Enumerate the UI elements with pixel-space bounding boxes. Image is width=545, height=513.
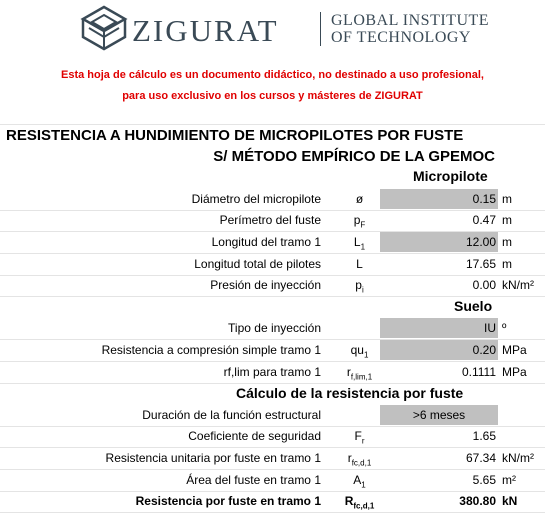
row-symbol (341, 343, 378, 359)
grid-line (0, 124, 545, 125)
section-calculo: Cálculo de la resistencia por fuste (236, 385, 464, 401)
symbol-subscript: fc,d,1 (353, 501, 375, 511)
unit-label: kN/m² (502, 451, 534, 465)
table-row (0, 254, 545, 275)
row-label: Longitud del tramo 1 (211, 235, 321, 249)
table-row (0, 405, 545, 426)
table-row (0, 275, 545, 296)
disclaimer-line-2: para uso exclusivo en los cursos y másteres de ZIGURAT (122, 90, 423, 102)
unit-label: MPa (502, 365, 527, 379)
row-symbol (341, 429, 378, 445)
symbol-subscript: f,lim,1 (350, 372, 373, 382)
row-symbol (341, 365, 378, 381)
tagline-line-2: OF TECHNOLOGY (331, 29, 471, 46)
symbol-subscript: 1 (360, 242, 366, 252)
row-symbol (341, 278, 378, 294)
table-row (0, 340, 545, 361)
symbol-subscript: r (361, 436, 365, 446)
value-cell: 380.80 (459, 494, 496, 508)
symbol-main: R (344, 494, 354, 508)
unit-label: m (502, 192, 512, 206)
table-row (0, 232, 545, 253)
symbol-subscript: fc,d,1 (351, 458, 372, 468)
input-cell[interactable]: >6 meses (380, 405, 498, 425)
unit-label: m² (502, 473, 516, 487)
row-label: Presión de inyección (210, 278, 321, 292)
symbol-main: p (355, 278, 362, 292)
brand-tagline (331, 12, 489, 46)
row-label: Tipo de inyección (228, 321, 321, 335)
input-cell[interactable]: IU (380, 318, 498, 338)
input-cell[interactable]: 0.15 (380, 189, 498, 209)
row-label: rf,lim para tramo 1 (223, 365, 321, 379)
symbol-main: L (353, 235, 361, 249)
row-symbol (341, 192, 378, 208)
zigurat-logo (80, 4, 540, 52)
table-row (0, 189, 545, 210)
unit-label: º (502, 321, 507, 335)
row-label: Resistencia a compresión simple tramo 1 (101, 343, 321, 357)
table-row (0, 470, 545, 491)
row-symbol (341, 451, 378, 467)
brand-name: ZIGURAT (132, 13, 279, 48)
table-row (0, 448, 545, 469)
table-row (0, 491, 545, 512)
row-label: Perímetro del fuste (219, 213, 321, 227)
unit-label: kN/m² (502, 278, 534, 292)
symbol-main: ø (355, 192, 364, 206)
row-label: Diámetro del micropilote (191, 192, 321, 206)
row-symbol (341, 213, 378, 229)
symbol-main: A (353, 473, 362, 487)
symbol-subscript: i (361, 285, 364, 295)
input-cell[interactable]: 0.20 (380, 340, 498, 360)
table-row (0, 210, 545, 231)
zigurat-pyramid-icon (80, 4, 128, 52)
symbol-main: L (356, 257, 363, 271)
value-cell: 5.65 (472, 473, 496, 487)
row-symbol (341, 494, 378, 510)
row-symbol (341, 473, 378, 489)
row-label: Resistencia por fuste en tramo 1 (135, 494, 321, 508)
table-row (0, 426, 545, 447)
symbol-main: p (353, 213, 361, 227)
table-row (0, 318, 545, 339)
unit-label: m (502, 235, 512, 249)
unit-label: m (502, 213, 512, 227)
value-cell: 0.1111 (461, 365, 496, 379)
value-cell: 0.00 (472, 278, 496, 292)
row-symbol (341, 257, 378, 273)
symbol-main: F (354, 429, 362, 443)
disclaimer-line-1: Esta hoja de cálculo es un documento didáctico, no destinado a uso profesional, (61, 69, 484, 81)
tagline-line-1: GLOBAL INSTITUTE (331, 12, 490, 29)
grid-line (0, 296, 545, 297)
section-micropilote: Micropilote (413, 168, 488, 184)
value-cell: 1.65 (472, 429, 496, 443)
section-suelo: Suelo (454, 298, 493, 314)
input-cell[interactable]: 12.00 (380, 232, 498, 252)
symbol-subscript: F (360, 220, 366, 230)
row-label: Coeficiente de seguridad (188, 429, 321, 443)
unit-label: MPa (502, 343, 527, 357)
sheet-title-line-2: S/ MÉTODO EMPÍRICO DE LA GPEMOC (213, 148, 495, 165)
symbol-main: qu (350, 343, 364, 357)
symbol-main: r (347, 451, 352, 465)
symbol-subscript: 1 (361, 480, 366, 490)
value-cell: 0.47 (472, 213, 496, 227)
symbol-main: r (346, 365, 351, 379)
symbol-subscript: 1 (363, 350, 369, 360)
logo-divider (320, 12, 321, 46)
row-label: Duración de la función estructural (142, 408, 321, 422)
row-label: Longitud total de pilotes (194, 257, 321, 271)
unit-label: m (502, 257, 512, 271)
row-label: Área del fuste en tramo 1 (186, 473, 321, 487)
value-cell: 67.34 (465, 451, 496, 465)
row-symbol (341, 235, 378, 251)
unit-label: kN (502, 494, 518, 508)
grid-line (0, 383, 545, 384)
sheet-title-line-1: RESISTENCIA A HUNDIMIENTO DE MICROPILOTES POR FUSTE (6, 127, 464, 144)
table-row (0, 362, 545, 383)
value-cell: 17.65 (465, 257, 496, 271)
row-label: Resistencia unitaria por fuste en tramo 1 (105, 451, 321, 465)
